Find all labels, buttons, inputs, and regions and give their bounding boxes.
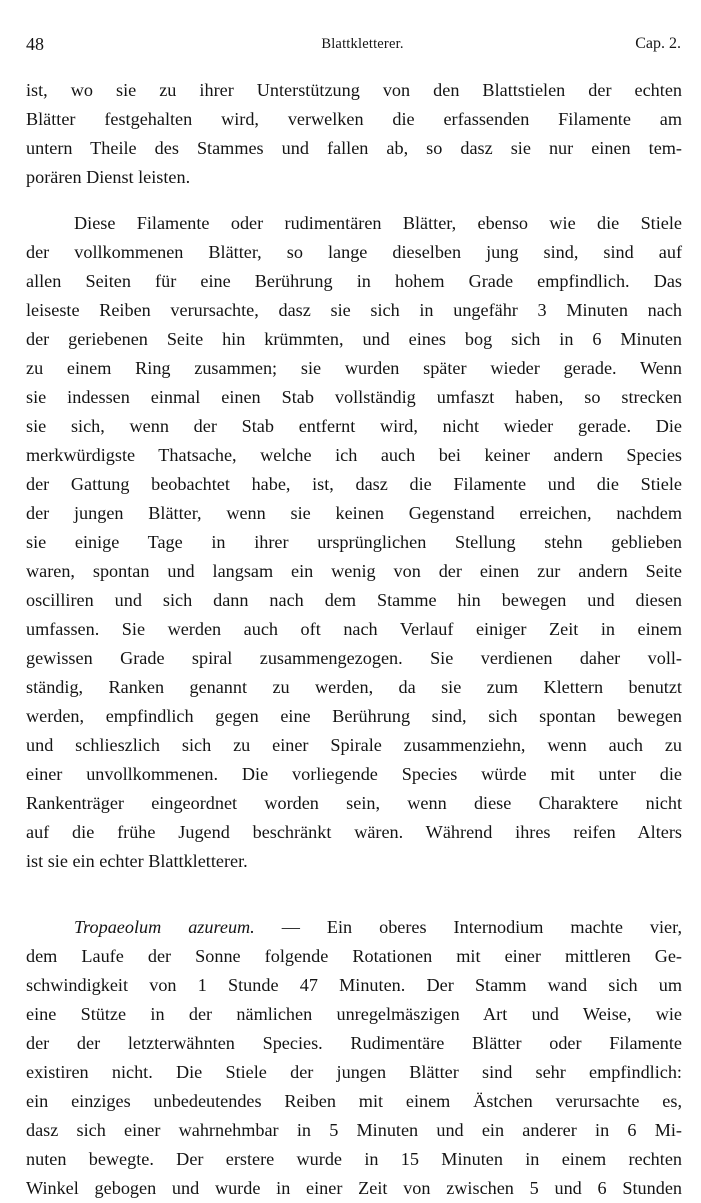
text-line: Winkel gebogen und wurde in einer Zeit von zwischen 5 und 6 Stunden	[26, 1178, 682, 1198]
text-line: einer unvollkommenen. Die vorliegende Species würde mit unter die	[26, 764, 682, 784]
paragraph-gap	[26, 192, 682, 209]
paragraph	[26, 913, 682, 1203]
paragraph	[26, 209, 682, 876]
text-line: ist sie ein echter Blattkletterer.	[26, 851, 248, 871]
text-line: und schlieszlich sich zu einer Spirale zusammenziehn, wenn auch zu	[26, 735, 682, 755]
text-line: sie einige Tage in ihrer ursprünglichen Stellung stehn geblieben	[26, 532, 682, 552]
paragraph-gap	[26, 876, 682, 913]
text-line: merkwürdigste Thatsache, welche ich auch bei keiner andern Species	[26, 445, 682, 465]
text-line: ständig, Ranken genannt zu werden, da sie zum Klettern benutzt	[26, 677, 682, 697]
text-line: eine Stütze in der nämlichen unregelmäszigen Art und Weise, wie	[26, 1004, 682, 1024]
text-line: Diese Filamente oder rudimentären Blätter, ebenso wie die Stiele	[74, 213, 682, 233]
text-line: waren, spontan und langsam ein wenig von der einen zur andern Seite	[26, 561, 682, 581]
text-line: der jungen Blätter, wenn sie keinen Gegenstand erreichen, nachdem	[26, 503, 682, 523]
text-line: untern Theile des Stammes und fallen ab, so dasz sie nur einen tem-	[26, 138, 682, 158]
text-line: ein einziges unbedeutendes Reiben mit einem Ästchen verursachte es,	[26, 1091, 682, 1111]
text-line: schwindigkeit von 1 Stunde 47 Minuten. Der Stamm wand sich um	[26, 975, 682, 995]
text-line: der vollkommenen Blätter, so lange dieselben jung sind, sind auf	[26, 242, 682, 262]
text-line: gewissen Grade spiral zusammengezogen. Sie verdienen daher voll-	[26, 648, 682, 668]
text-line: zu einem Ring zusammen; sie wurden später wieder gerade. Wenn	[26, 358, 682, 378]
text-line: der der letzterwähnten Species. Rudimentäre Blätter oder Filamente	[26, 1033, 682, 1053]
text-line: leiseste Reiben verursachte, dasz sie sich in ungefähr 3 Minuten nach	[26, 300, 682, 320]
text-line: werden, empfindlich gegen eine Berührung sind, sich spontan bewegen	[26, 706, 682, 726]
text-line: auf die frühe Jugend beschränkt wären. Während ihres reifen Alters	[26, 822, 682, 842]
text-span: — Ein oberes Internodium machte vier,	[281, 917, 682, 937]
text-line: porären Dienst leisten.	[26, 167, 191, 187]
text-line: nuten bewegte. Der erstere wurde in 15 Minuten in einem rechten	[26, 1149, 682, 1169]
body-text	[26, 76, 682, 1203]
text-line: dem Laufe der Sonne folgende Rotationen mit einer mittleren Ge-	[26, 946, 682, 966]
text-line: Rankenträger eingeordnet worden sein, wenn diese Charaktere nicht	[26, 793, 682, 813]
text-line: dasz sich einer wahrnehmbar in 5 Minuten und ein anderer in 6 Mi-	[26, 1120, 682, 1140]
text-line: sie indessen einmal einen Stab vollständig umfaszt haben, so strecken	[26, 387, 682, 407]
paragraph	[26, 76, 682, 192]
text-line: umfassen. Sie werden auch oft nach Verlauf einiger Zeit in einem	[26, 619, 682, 639]
running-title: Blattkletterer.	[321, 36, 404, 52]
text-line: oscilliren und sich dann nach dem Stamme hin bewegen und diesen	[26, 590, 682, 610]
text-line	[26, 913, 682, 942]
chapter-label: Cap. 2.	[635, 35, 681, 52]
text-line: allen Seiten für eine Berührung in hohem Grade empfindlich. Das	[26, 271, 682, 291]
text-line: sie sich, wenn der Stab entfernt wird, nicht wieder gerade. Die	[26, 416, 682, 436]
text-line: Blätter festgehalten wird, verwelken die erfassenden Filamente am	[26, 109, 682, 129]
running-head	[26, 33, 681, 55]
text-line: ist, wo sie zu ihrer Unterstützung von den Blattstielen der echten	[26, 80, 682, 100]
text-line: existiren nicht. Die Stiele der jungen Blätter sind sehr empfindlich:	[26, 1062, 682, 1082]
species-name: Tropaeolum azureum.	[74, 917, 255, 937]
page-number: 48	[26, 34, 44, 54]
text-line: der Gattung beobachtet habe, ist, dasz die Filamente und die Stiele	[26, 474, 682, 494]
text-line: der geriebenen Seite hin krümmten, und eines bog sich in 6 Minuten	[26, 329, 682, 349]
